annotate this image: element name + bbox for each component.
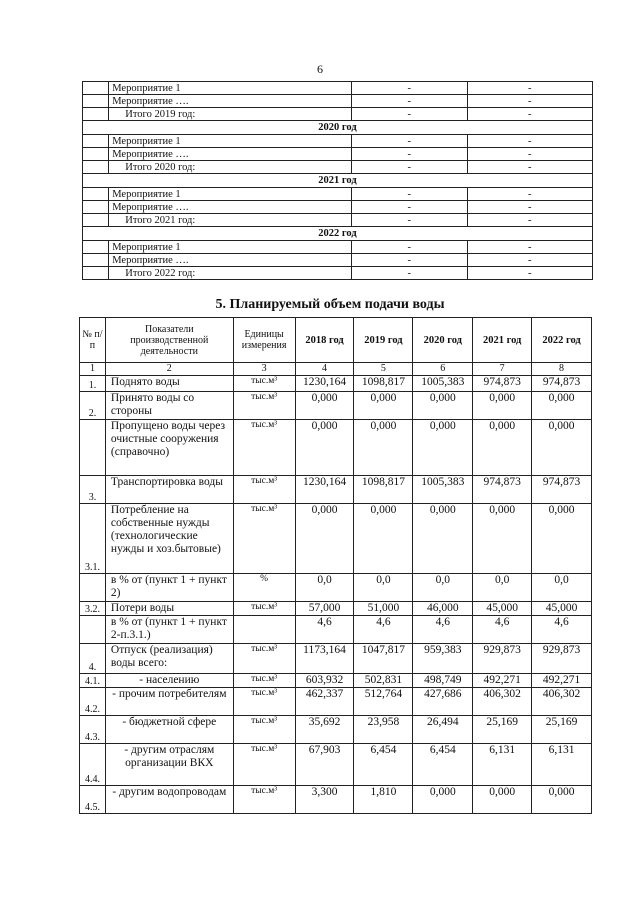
measure-row — [83, 95, 593, 108]
year-value: 406,302 — [473, 688, 532, 716]
year-value: 406,302 — [532, 688, 592, 716]
row-index-cell — [83, 201, 109, 214]
year-value: 4,6 — [473, 616, 532, 644]
unit-cell: тыс.м³ — [233, 376, 295, 392]
year-value: 1005,383 — [413, 476, 473, 504]
measure-name: Итого 2019 год: — [109, 108, 352, 121]
row-index-cell — [83, 161, 109, 174]
indicator-row — [80, 602, 592, 616]
year-value: 0,000 — [532, 392, 592, 420]
measure-value: - — [467, 108, 592, 121]
row-number: 4.2. — [80, 688, 106, 716]
indicator-name: в % от (пункт 1 + пункт 2) — [105, 574, 233, 602]
row-number: 3. — [80, 476, 106, 504]
header-row — [80, 318, 592, 363]
row-number: 1. — [80, 376, 106, 392]
indicator-row — [80, 716, 592, 744]
measure-value: - — [351, 267, 467, 280]
indicator-name: - другим водопроводам — [105, 786, 233, 814]
year-value: 0,0 — [532, 574, 592, 602]
column-number-row — [80, 363, 592, 376]
header-year: 2020 год — [413, 318, 473, 363]
year-value: 25,169 — [532, 716, 592, 744]
year-value: 0,000 — [473, 420, 532, 476]
indicator-name: в % от (пункт 1 + пункт 2-п.3.1.) — [105, 616, 233, 644]
year-value: 0,000 — [532, 504, 592, 574]
column-number: 7 — [473, 363, 532, 376]
year-value: 0,000 — [413, 504, 473, 574]
year-value: 0,000 — [413, 786, 473, 814]
total-row — [83, 267, 593, 280]
year-value: 1005,383 — [413, 376, 473, 392]
row-index-cell — [83, 108, 109, 121]
indicator-name: Потребление на собственные нужды (технологические нужды и хоз.бытовые) — [105, 504, 233, 574]
column-number: 4 — [295, 363, 354, 376]
unit-cell: тыс.м³ — [233, 716, 295, 744]
measure-value: - — [351, 241, 467, 254]
measure-value: - — [467, 95, 592, 108]
measure-value: - — [351, 254, 467, 267]
row-index-cell — [83, 241, 109, 254]
unit-cell: тыс.м³ — [233, 392, 295, 420]
indicator-name: - населению — [105, 674, 233, 688]
row-number: 3.2. — [80, 602, 106, 616]
unit-cell: тыс.м³ — [233, 504, 295, 574]
year-value: 4,6 — [532, 616, 592, 644]
column-number: 2 — [105, 363, 233, 376]
year-value: 0,000 — [295, 392, 354, 420]
year-value: 462,337 — [295, 688, 354, 716]
year-label: 2021 год — [83, 174, 593, 188]
unit-cell: тыс.м³ — [233, 744, 295, 786]
indicator-row — [80, 688, 592, 716]
row-number: 3.1. — [80, 504, 106, 574]
measure-value: - — [467, 241, 592, 254]
row-number — [80, 420, 106, 476]
header-indicator: Показатели производственной деятельности — [105, 318, 233, 363]
unit-cell: % — [233, 574, 295, 602]
header-year: 2018 год — [295, 318, 354, 363]
header-unit: Единицы измерения — [233, 318, 295, 363]
row-index-cell — [83, 148, 109, 161]
measure-name: Мероприятие 1 — [109, 241, 352, 254]
unit-cell: тыс.м³ — [233, 420, 295, 476]
year-value: 4,6 — [413, 616, 473, 644]
measure-row — [83, 82, 593, 95]
column-number: 5 — [354, 363, 413, 376]
total-row — [83, 214, 593, 227]
indicator-row — [80, 504, 592, 574]
measure-row — [83, 241, 593, 254]
year-value: 0,000 — [354, 420, 413, 476]
year-label: 2020 год — [83, 121, 593, 135]
year-value: 0,000 — [354, 392, 413, 420]
year-value: 6,454 — [354, 744, 413, 786]
unit-cell: тыс.м³ — [233, 476, 295, 504]
measure-row — [83, 201, 593, 214]
year-header-row — [83, 174, 593, 188]
year-value: 0,000 — [295, 420, 354, 476]
header-year: 2022 год — [532, 318, 592, 363]
indicator-row — [80, 674, 592, 688]
column-number: 6 — [413, 363, 473, 376]
year-value: 4,6 — [295, 616, 354, 644]
row-number: 4.4. — [80, 744, 106, 786]
row-index-cell — [83, 95, 109, 108]
measure-value: - — [467, 188, 592, 201]
year-value: 0,000 — [473, 786, 532, 814]
row-number: 4.1. — [80, 674, 106, 688]
row-number: 4.3. — [80, 716, 106, 744]
measure-row — [83, 254, 593, 267]
year-value: 67,903 — [295, 744, 354, 786]
indicator-row — [80, 744, 592, 786]
year-value: 974,873 — [532, 376, 592, 392]
measure-row — [83, 148, 593, 161]
measure-value: - — [351, 161, 467, 174]
year-value: 929,873 — [532, 644, 592, 674]
measure-row — [83, 188, 593, 201]
year-value: 959,383 — [413, 644, 473, 674]
page-number: 6 — [317, 62, 323, 76]
measure-name: Итого 2020 год: — [109, 161, 352, 174]
year-value: 1047,817 — [354, 644, 413, 674]
year-value: 35,692 — [295, 716, 354, 744]
indicator-row — [80, 376, 592, 392]
year-value: 974,873 — [532, 476, 592, 504]
measure-row — [83, 135, 593, 148]
column-number: 1 — [80, 363, 106, 376]
year-value: 0,000 — [413, 392, 473, 420]
indicator-name: Пропущено воды через очистные сооружения (справочно) — [105, 420, 233, 476]
measure-name: Итого 2021 год: — [109, 214, 352, 227]
year-value: 0,000 — [473, 504, 532, 574]
year-value: 45,000 — [473, 602, 532, 616]
year-value: 1,810 — [354, 786, 413, 814]
year-value: 6,454 — [413, 744, 473, 786]
row-index-cell — [83, 254, 109, 267]
indicator-row — [80, 420, 592, 476]
year-header-row — [83, 227, 593, 241]
indicator-name: - другим отраслям организации ВКХ — [105, 744, 233, 786]
header-num: № п/п — [80, 318, 106, 363]
year-value: 502,831 — [354, 674, 413, 688]
measure-name: Мероприятие …. — [109, 148, 352, 161]
measure-value: - — [467, 161, 592, 174]
year-value: 51,000 — [354, 602, 413, 616]
row-index-cell — [83, 82, 109, 95]
year-value: 46,000 — [413, 602, 473, 616]
year-value: 26,494 — [413, 716, 473, 744]
unit-cell: тыс.м³ — [233, 786, 295, 814]
total-row — [83, 161, 593, 174]
year-value: 0,000 — [295, 504, 354, 574]
year-value: 1173,164 — [295, 644, 354, 674]
year-value: 4,6 — [354, 616, 413, 644]
year-value: 45,000 — [532, 602, 592, 616]
row-number: 4. — [80, 644, 106, 674]
year-value: 974,873 — [473, 376, 532, 392]
year-value: 3,300 — [295, 786, 354, 814]
measures-continuation-table — [82, 81, 593, 280]
indicator-name: Поднято воды — [105, 376, 233, 392]
total-row — [83, 108, 593, 121]
row-number — [80, 574, 106, 602]
measure-name: Мероприятие 1 — [109, 135, 352, 148]
year-value: 1230,164 — [295, 376, 354, 392]
water-supply-volume-table — [79, 317, 592, 814]
indicator-name: Транспортировка воды — [105, 476, 233, 504]
indicator-name: Отпуск (реализация) воды всего: — [105, 644, 233, 674]
column-number: 3 — [233, 363, 295, 376]
year-value: 23,958 — [354, 716, 413, 744]
measure-value: - — [467, 82, 592, 95]
measure-value: - — [351, 188, 467, 201]
indicator-row — [80, 616, 592, 644]
unit-cell — [233, 616, 295, 644]
measure-value: - — [351, 82, 467, 95]
row-index-cell — [83, 135, 109, 148]
indicator-name: Потери воды — [105, 602, 233, 616]
year-value: 1230,164 — [295, 476, 354, 504]
year-value: 25,169 — [473, 716, 532, 744]
measure-value: - — [467, 254, 592, 267]
measure-name: Итого 2022 год: — [109, 267, 352, 280]
measure-value: - — [351, 214, 467, 227]
unit-cell: тыс.м³ — [233, 688, 295, 716]
indicator-row — [80, 644, 592, 674]
measure-value: - — [467, 148, 592, 161]
year-value: 492,271 — [473, 674, 532, 688]
indicator-name: - прочим потребителям — [105, 688, 233, 716]
year-value: 0,000 — [532, 420, 592, 476]
measure-name: Мероприятие …. — [109, 201, 352, 214]
indicator-row — [80, 786, 592, 814]
year-value: 0,0 — [413, 574, 473, 602]
year-value: 498,749 — [413, 674, 473, 688]
row-number: 4.5. — [80, 786, 106, 814]
measure-name: Мероприятие 1 — [109, 188, 352, 201]
measure-value: - — [467, 135, 592, 148]
unit-cell: тыс.м³ — [233, 602, 295, 616]
measure-value: - — [467, 267, 592, 280]
measure-name: Мероприятие …. — [109, 95, 352, 108]
measure-value: - — [467, 201, 592, 214]
header-year: 2021 год — [473, 318, 532, 363]
year-value: 0,000 — [532, 786, 592, 814]
year-value: 0,0 — [295, 574, 354, 602]
header-year: 2019 год — [354, 318, 413, 363]
indicator-name: Принято воды со стороны — [105, 392, 233, 420]
year-value: 427,686 — [413, 688, 473, 716]
year-value: 0,000 — [354, 504, 413, 574]
year-value: 0,0 — [354, 574, 413, 602]
unit-cell: тыс.м³ — [233, 674, 295, 688]
year-value: 603,932 — [295, 674, 354, 688]
indicator-row — [80, 476, 592, 504]
indicator-row — [80, 574, 592, 602]
year-value: 6,131 — [473, 744, 532, 786]
section-title: 5. Планируемый объем подачи воды — [215, 297, 445, 312]
measure-value: - — [351, 108, 467, 121]
year-label: 2022 год — [83, 227, 593, 241]
unit-cell: тыс.м³ — [233, 644, 295, 674]
measure-value: - — [351, 135, 467, 148]
measure-name: Мероприятие 1 — [109, 82, 352, 95]
row-index-cell — [83, 188, 109, 201]
year-value: 0,000 — [413, 420, 473, 476]
year-value: 929,873 — [473, 644, 532, 674]
measure-name: Мероприятие …. — [109, 254, 352, 267]
year-header-row — [83, 121, 593, 135]
year-value: 1098,817 — [354, 376, 413, 392]
row-index-cell — [83, 214, 109, 227]
year-value: 57,000 — [295, 602, 354, 616]
measure-value: - — [351, 95, 467, 108]
year-value: 492,271 — [532, 674, 592, 688]
measure-value: - — [351, 201, 467, 214]
year-value: 1098,817 — [354, 476, 413, 504]
year-value: 0,0 — [473, 574, 532, 602]
measure-value: - — [351, 148, 467, 161]
row-index-cell — [83, 267, 109, 280]
year-value: 6,131 — [532, 744, 592, 786]
indicator-row — [80, 392, 592, 420]
indicator-name: - бюджетной сфере — [105, 716, 233, 744]
year-value: 0,000 — [473, 392, 532, 420]
column-number: 8 — [532, 363, 592, 376]
year-value: 512,764 — [354, 688, 413, 716]
measure-value: - — [467, 214, 592, 227]
row-number: 2. — [80, 392, 106, 420]
row-number — [80, 616, 106, 644]
year-value: 974,873 — [473, 476, 532, 504]
